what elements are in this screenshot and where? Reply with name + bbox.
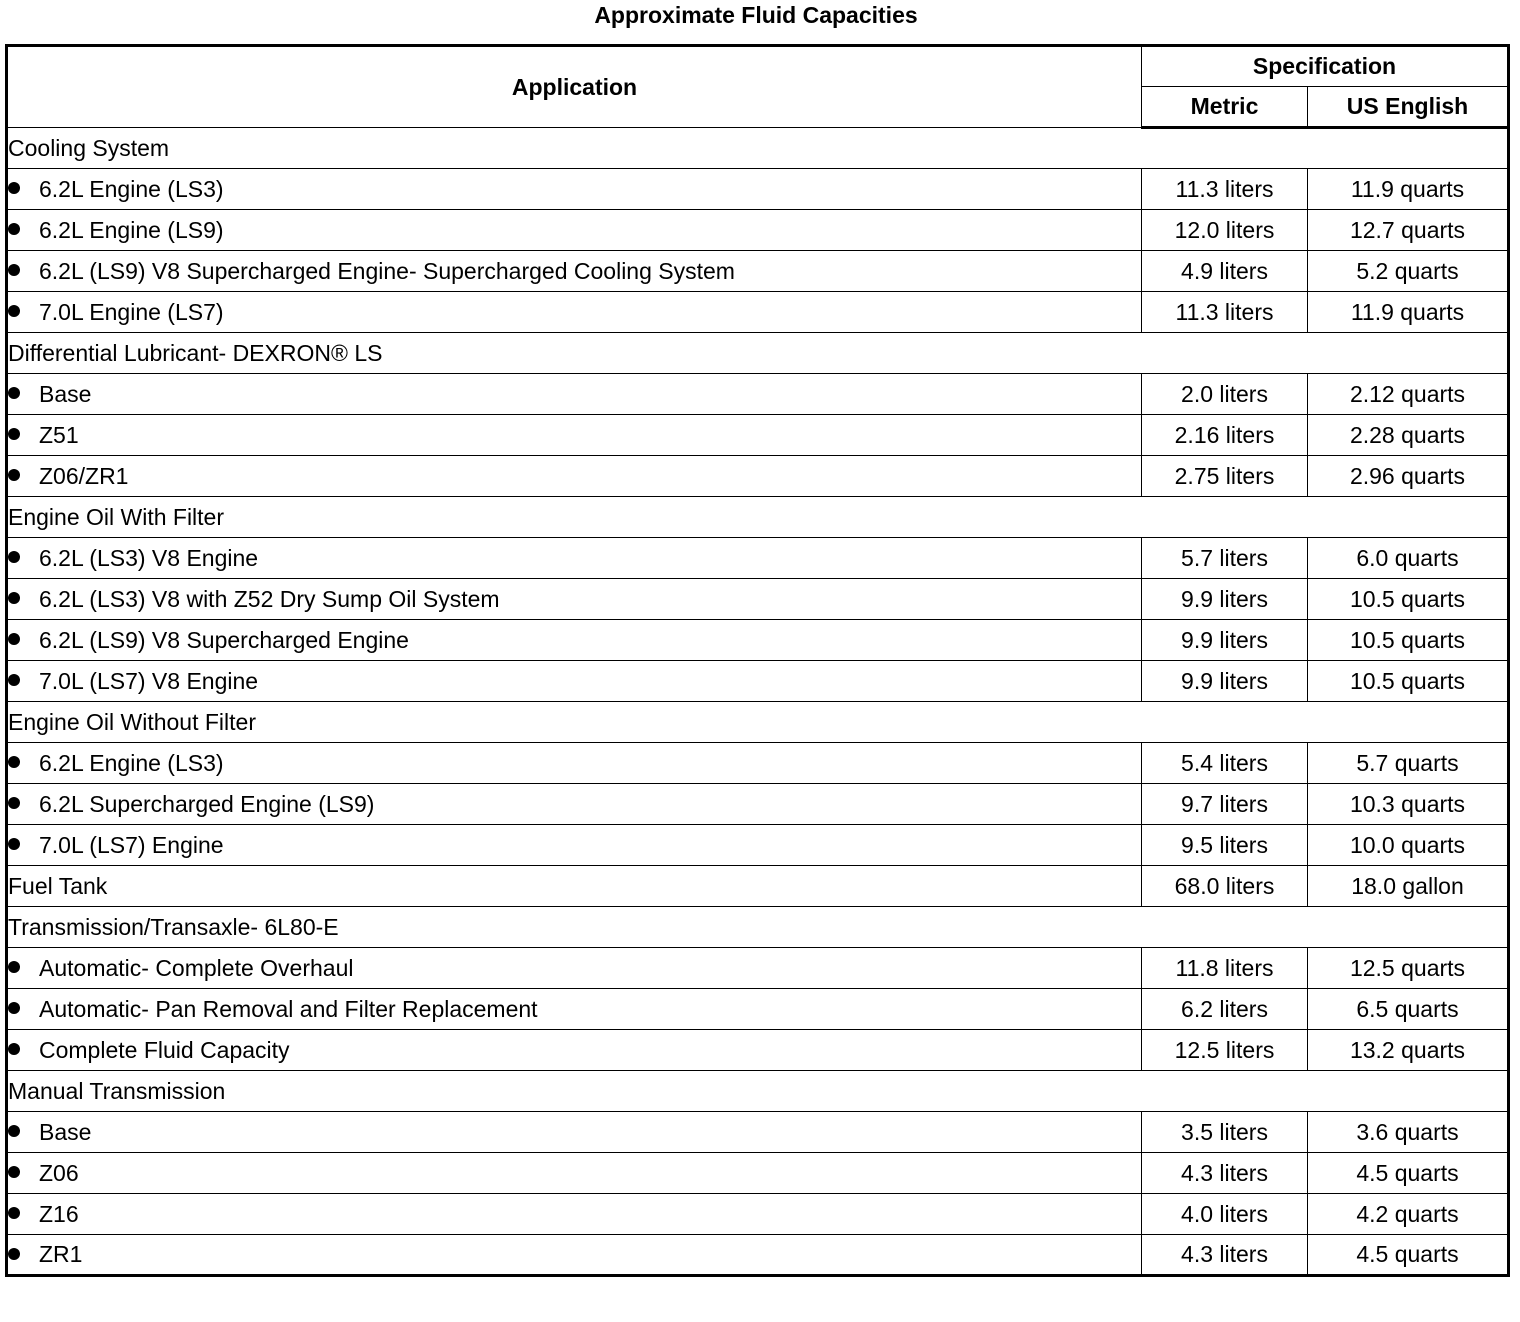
section-label: Differential Lubricant- DEXRON® LS bbox=[7, 333, 1509, 374]
us-value: 2.12 quarts bbox=[1308, 374, 1509, 415]
bullet-icon bbox=[8, 674, 20, 686]
table-row bbox=[7, 292, 1509, 333]
metric-value: 11.8 liters bbox=[1142, 948, 1308, 989]
section-row bbox=[7, 907, 1509, 948]
application-cell bbox=[7, 415, 1142, 456]
application-cell bbox=[7, 948, 1142, 989]
table-row bbox=[7, 456, 1509, 497]
metric-value: 9.5 liters bbox=[1142, 825, 1308, 866]
table-row bbox=[7, 538, 1509, 579]
metric-value: 5.7 liters bbox=[1142, 538, 1308, 579]
metric-value: 2.16 liters bbox=[1142, 415, 1308, 456]
section-row bbox=[7, 702, 1509, 743]
section-row bbox=[7, 128, 1509, 169]
application-label: ZR1 bbox=[39, 1241, 83, 1267]
application-cell bbox=[7, 784, 1142, 825]
table-row bbox=[7, 1153, 1509, 1194]
fluid-capacities-table bbox=[5, 44, 1510, 1277]
table-row bbox=[7, 251, 1509, 292]
metric-value: 2.75 liters bbox=[1142, 456, 1308, 497]
application-label: Z51 bbox=[39, 421, 79, 448]
metric-value: 3.5 liters bbox=[1142, 1112, 1308, 1153]
application-label: 6.2L Engine (LS9) bbox=[39, 216, 224, 243]
metric-value: 9.9 liters bbox=[1142, 579, 1308, 620]
application-cell bbox=[7, 456, 1142, 497]
bullet-icon bbox=[8, 1043, 20, 1055]
metric-value: 9.9 liters bbox=[1142, 620, 1308, 661]
metric-value: 9.7 liters bbox=[1142, 784, 1308, 825]
metric-value: 12.0 liters bbox=[1142, 210, 1308, 251]
bullet-icon bbox=[8, 305, 20, 317]
table-row bbox=[7, 169, 1509, 210]
section-label: Cooling System bbox=[7, 128, 1509, 169]
header-application: Application bbox=[7, 46, 1142, 128]
metric-value: 9.9 liters bbox=[1142, 661, 1308, 702]
table-row bbox=[7, 579, 1509, 620]
application-cell bbox=[7, 292, 1142, 333]
metric-value: 4.0 liters bbox=[1142, 1194, 1308, 1235]
us-value: 12.5 quarts bbox=[1308, 948, 1509, 989]
table-row bbox=[7, 1112, 1509, 1153]
application-cell bbox=[7, 661, 1142, 702]
section-row bbox=[7, 333, 1509, 374]
us-value: 6.5 quarts bbox=[1308, 989, 1509, 1030]
application-label: Base bbox=[39, 1118, 92, 1145]
table-row bbox=[7, 415, 1509, 456]
bullet-icon bbox=[8, 182, 20, 194]
application-label: 6.2L (LS9) V8 Supercharged Engine- Supercharged Cooling System bbox=[39, 257, 735, 284]
table-body bbox=[7, 128, 1509, 1276]
table-row bbox=[7, 210, 1509, 251]
us-value: 13.2 quarts bbox=[1308, 1030, 1509, 1071]
bullet-icon bbox=[8, 387, 20, 399]
header-metric: Metric bbox=[1142, 87, 1308, 128]
us-value: 4.5 quarts bbox=[1308, 1235, 1509, 1276]
us-value: 10.3 quarts bbox=[1308, 784, 1509, 825]
application-cell bbox=[7, 1112, 1142, 1153]
bullet-icon bbox=[8, 1248, 20, 1260]
section-row bbox=[7, 497, 1509, 538]
table-row bbox=[7, 989, 1509, 1030]
application-label: 6.2L Supercharged Engine (LS9) bbox=[39, 790, 375, 817]
metric-value: 11.3 liters bbox=[1142, 292, 1308, 333]
us-value: 6.0 quarts bbox=[1308, 538, 1509, 579]
section-label: Transmission/Transaxle- 6L80-E bbox=[7, 907, 1509, 948]
application-label: 6.2L (LS3) V8 Engine bbox=[39, 544, 259, 571]
header-us-english: US English bbox=[1308, 87, 1509, 128]
bullet-icon bbox=[8, 756, 20, 768]
table-row bbox=[7, 1194, 1509, 1235]
table-row bbox=[7, 1030, 1509, 1071]
metric-value: 4.9 liters bbox=[1142, 251, 1308, 292]
table-row bbox=[7, 1235, 1509, 1276]
application-cell bbox=[7, 579, 1142, 620]
section-label: Engine Oil Without Filter bbox=[7, 702, 1509, 743]
us-value: 5.2 quarts bbox=[1308, 251, 1509, 292]
metric-value: 2.0 liters bbox=[1142, 374, 1308, 415]
us-value: 4.2 quarts bbox=[1308, 1194, 1509, 1235]
application-label: 6.2L Engine (LS3) bbox=[39, 175, 224, 202]
bullet-icon bbox=[8, 1002, 20, 1014]
bullet-icon bbox=[8, 264, 20, 276]
us-value: 10.5 quarts bbox=[1308, 620, 1509, 661]
application-label: 6.2L (LS9) V8 Supercharged Engine bbox=[39, 626, 409, 653]
table-row bbox=[7, 374, 1509, 415]
application-label: Complete Fluid Capacity bbox=[39, 1036, 290, 1063]
application-cell bbox=[7, 169, 1142, 210]
metric-value: 5.4 liters bbox=[1142, 743, 1308, 784]
application-label: 7.0L (LS7) V8 Engine bbox=[39, 667, 259, 694]
application-label: Z06 bbox=[39, 1159, 79, 1186]
application-label: 6.2L (LS3) V8 with Z52 Dry Sump Oil System bbox=[39, 585, 500, 612]
application-label: 6.2L Engine (LS3) bbox=[39, 749, 224, 776]
us-value: 10.5 quarts bbox=[1308, 661, 1509, 702]
page-title: Approximate Fluid Capacities bbox=[594, 2, 918, 28]
metric-value: 6.2 liters bbox=[1142, 989, 1308, 1030]
bullet-icon bbox=[8, 428, 20, 440]
application-label: Automatic- Complete Overhaul bbox=[39, 954, 354, 981]
application-cell bbox=[7, 1030, 1142, 1071]
application-cell bbox=[7, 620, 1142, 661]
bullet-icon bbox=[8, 223, 20, 235]
application-label: 7.0L (LS7) Engine bbox=[39, 831, 224, 858]
metric-value: 12.5 liters bbox=[1142, 1030, 1308, 1071]
bullet-icon bbox=[8, 838, 20, 850]
application-cell bbox=[7, 538, 1142, 579]
table-row bbox=[7, 661, 1509, 702]
bullet-icon bbox=[8, 1207, 20, 1219]
us-value: 11.9 quarts bbox=[1308, 169, 1509, 210]
bullet-icon bbox=[8, 961, 20, 973]
section-label: Manual Transmission bbox=[7, 1071, 1509, 1112]
bullet-icon bbox=[8, 1125, 20, 1137]
bullet-icon bbox=[8, 469, 20, 481]
bullet-icon bbox=[8, 592, 20, 604]
application-label: Z06/ZR1 bbox=[39, 462, 129, 489]
us-value: 2.28 quarts bbox=[1308, 415, 1509, 456]
table-row bbox=[7, 620, 1509, 661]
application-label: Automatic- Pan Removal and Filter Replacement bbox=[39, 995, 538, 1022]
metric-value: 68.0 liters bbox=[1142, 866, 1308, 907]
section-row bbox=[7, 866, 1509, 907]
application-cell bbox=[7, 251, 1142, 292]
application-label: 7.0L Engine (LS7) bbox=[39, 298, 224, 325]
bullet-icon bbox=[8, 1166, 20, 1178]
table-row bbox=[7, 948, 1509, 989]
header-specification: Specification bbox=[1142, 46, 1509, 87]
us-value: 3.6 quarts bbox=[1308, 1112, 1509, 1153]
application-cell bbox=[7, 743, 1142, 784]
application-cell bbox=[7, 825, 1142, 866]
us-value: 5.7 quarts bbox=[1308, 743, 1509, 784]
application-label: Z16 bbox=[39, 1200, 79, 1227]
us-value: 10.5 quarts bbox=[1308, 579, 1509, 620]
bullet-icon bbox=[8, 633, 20, 645]
application-cell bbox=[7, 210, 1142, 251]
section-label: Engine Oil With Filter bbox=[7, 497, 1509, 538]
table-row bbox=[7, 825, 1509, 866]
us-value: 2.96 quarts bbox=[1308, 456, 1509, 497]
us-value: 18.0 gallon bbox=[1308, 866, 1509, 907]
bullet-icon bbox=[8, 797, 20, 809]
metric-value: 4.3 liters bbox=[1142, 1153, 1308, 1194]
application-cell bbox=[7, 1153, 1142, 1194]
us-value: 11.9 quarts bbox=[1308, 292, 1509, 333]
application-cell bbox=[7, 1235, 1142, 1276]
metric-value: 11.3 liters bbox=[1142, 169, 1308, 210]
us-value: 12.7 quarts bbox=[1308, 210, 1509, 251]
section-row bbox=[7, 1071, 1509, 1112]
bullet-icon bbox=[8, 551, 20, 563]
section-label: Fuel Tank bbox=[7, 866, 1142, 907]
metric-value: 4.3 liters bbox=[1142, 1235, 1308, 1276]
us-value: 4.5 quarts bbox=[1308, 1153, 1509, 1194]
application-cell bbox=[7, 1194, 1142, 1235]
table-row bbox=[7, 784, 1509, 825]
table-row bbox=[7, 743, 1509, 784]
application-cell bbox=[7, 374, 1142, 415]
application-cell bbox=[7, 989, 1142, 1030]
application-label: Base bbox=[39, 380, 92, 407]
us-value: 10.0 quarts bbox=[1308, 825, 1509, 866]
